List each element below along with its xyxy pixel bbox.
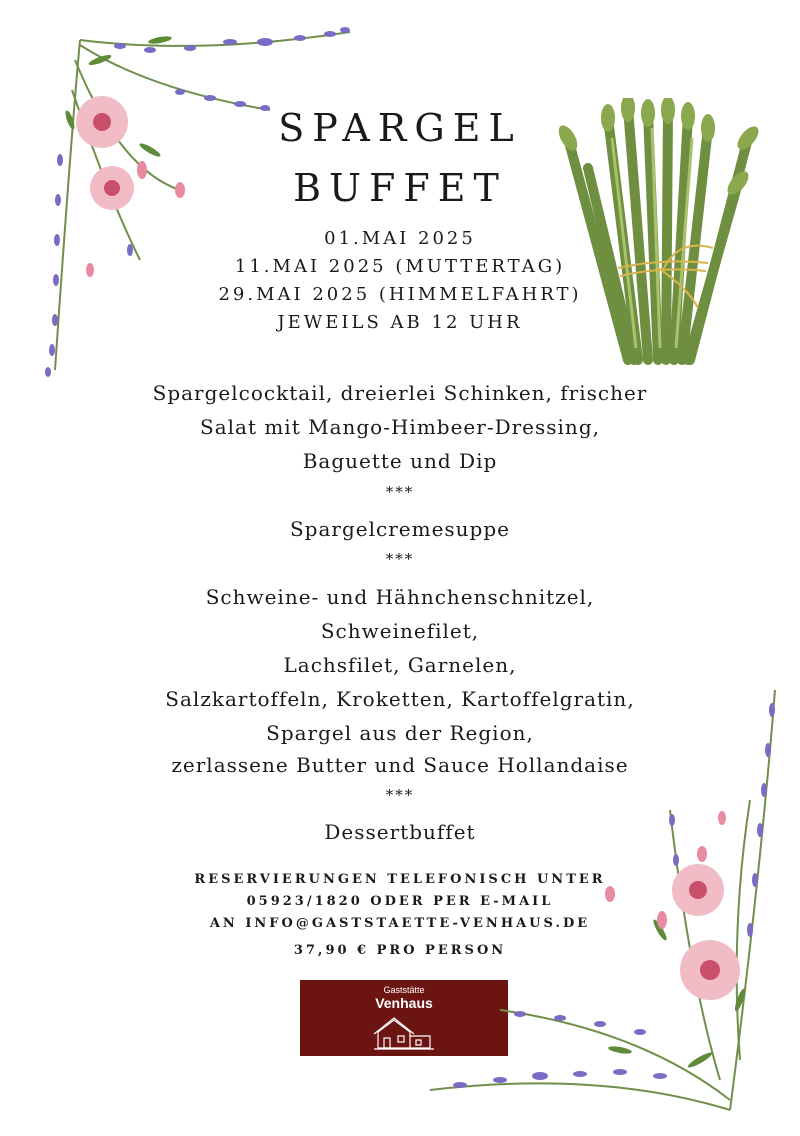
menu-main-line-2: Schweinefilet, [320, 619, 480, 643]
event-date-1: 01.MAI 2025 [324, 228, 476, 249]
menu-starter-line-1: Spargelcocktail, dreierlei Schinken, frischer [152, 381, 648, 405]
menu-soup: Spargelcremesuppe [289, 517, 510, 541]
title-line-2: BUFFET [293, 166, 507, 210]
event-time: JEWEILS AB 12 UHR [277, 312, 523, 333]
logo-name: Venhaus [375, 995, 433, 1011]
menu-main-line-5: Spargel aus der Region, [266, 721, 534, 745]
event-date-2: 11.MAI 2025 (MUTTERTAG) [234, 256, 566, 277]
reservation-email: AN INFO@GASTSTAETTE-VENHAUS.DE [209, 916, 591, 931]
reservation-line-2: 05923/1820 ODER PER E-MAIL [246, 894, 554, 909]
menu-separator: *** [385, 483, 415, 501]
price: 37,90 € PRO PERSON [293, 943, 507, 958]
menu-starter-line-3: Baguette und Dip [302, 449, 498, 473]
menu-starter-line-2: Salat mit Mango-Himbeer-Dressing, [200, 415, 600, 439]
menu-dessert: Dessertbuffet [324, 820, 476, 844]
menu-main-line-1: Schweine- und Hähnchenschnitzel, [205, 585, 595, 609]
logo-subtitle: Gaststätte [383, 985, 425, 995]
menu-main-line-3: Lachsfilet, Garnelen, [283, 653, 517, 677]
menu-main-line-6: zerlassene Butter und Sauce Hollandaise [171, 753, 629, 777]
reservation-line-1: RESERVIERUNGEN TELEFONISCH UNTER [194, 872, 606, 887]
title-line-1: SPARGEL [278, 106, 522, 150]
menu-separator: *** [385, 550, 415, 568]
event-date-3: 29.MAI 2025 (HIMMELFAHRT) [218, 284, 582, 305]
menu-main-line-4: Salzkartoffeln, Kroketten, Kartoffelgratin, [165, 687, 635, 711]
floral-decoration-bottom-right [400, 680, 800, 1136]
menu-separator: *** [385, 786, 415, 804]
